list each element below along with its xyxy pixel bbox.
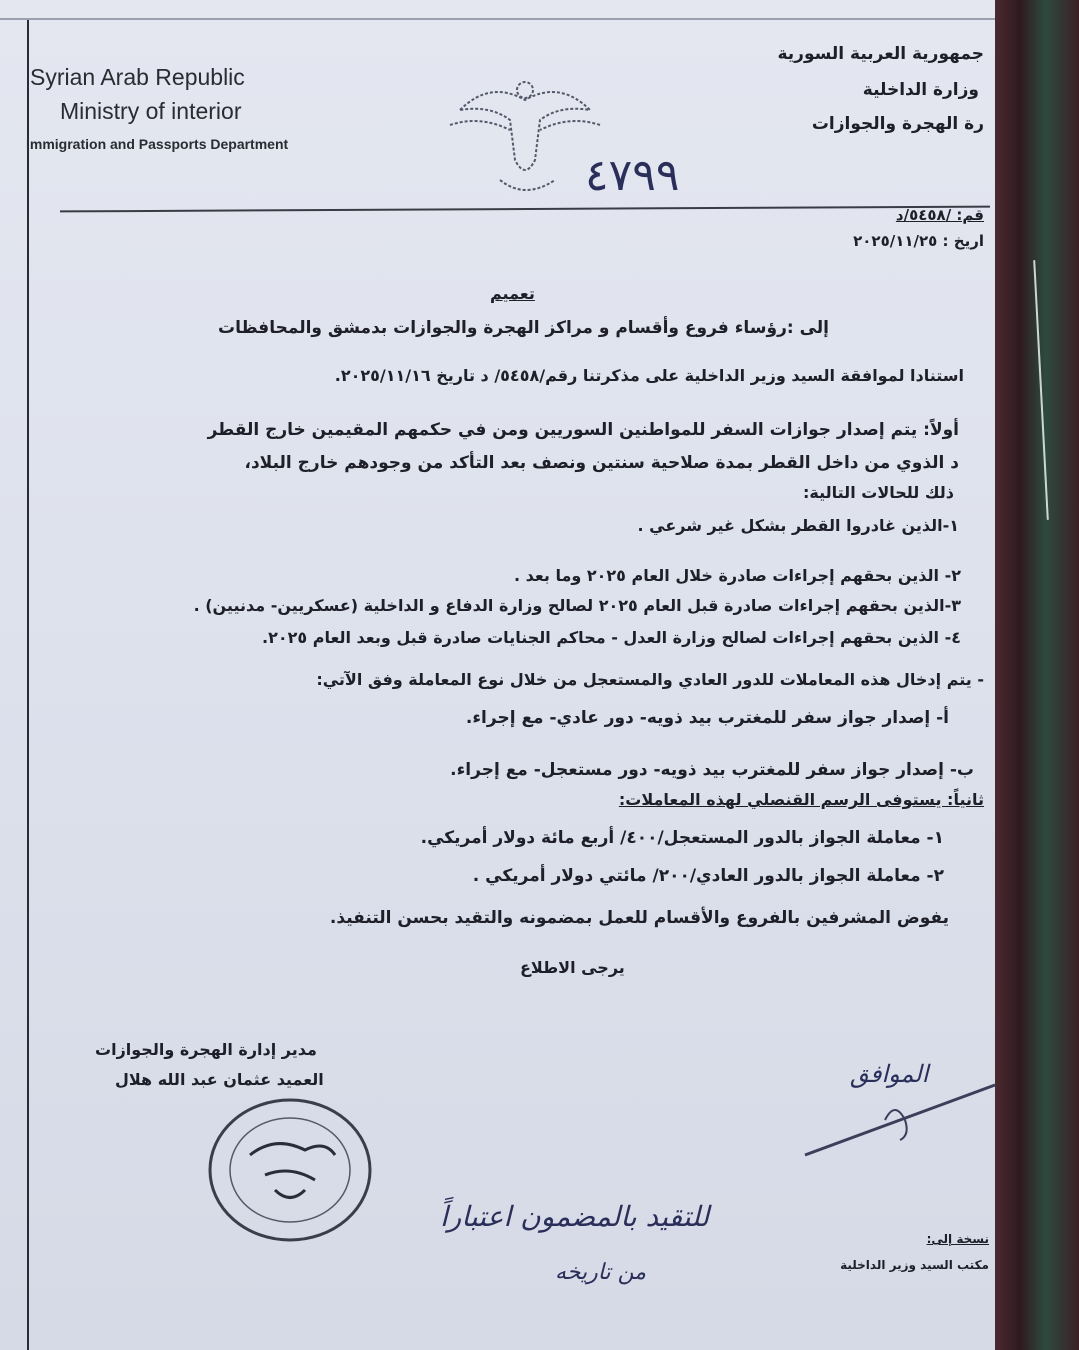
- header-en-ministry: Ministry of interior: [60, 98, 242, 124]
- background-edge: [995, 0, 1079, 1350]
- ref-number: قم: /٥٤٥٨/د: [895, 206, 984, 224]
- header-en-country: Syrian Arab Republic: [30, 64, 245, 90]
- case-2: ٢- الذين بحقهم إجراءات صادرة خلال العام ٢٠٢٥ وما بعد .: [513, 566, 961, 585]
- entry-instruction: - يتم إدخال هذه المعاملات للدور العادي والمستعجل من خلال نوع المعاملة وفق الآتي:: [316, 670, 984, 689]
- type-a: أ- إصدار جواز سفر للمغترب بيد ذويه- دور عادي- مع إجراء.: [465, 708, 949, 728]
- fee-regular: ٢- معاملة الجواز بالدور العادي/٢٠٠/ مائتي دولار أمريكي .: [472, 866, 944, 886]
- first-clause-3: ذلك للحالات التالية:: [803, 483, 954, 502]
- official-seal-icon: [205, 1095, 375, 1245]
- approval-handwriting: الموافق: [850, 1060, 929, 1088]
- margin-line: [27, 20, 29, 1350]
- type-b: ب- إصدار جواز سفر للمغترب بيد ذويه- دور مستعجل- مع إجراء.: [450, 760, 974, 780]
- addressee: إلى :رؤساء فروع وأقسام و مراكز الهجرة والجوازات بدمشق والمحافظات: [218, 318, 829, 338]
- signature-stroke-icon: [795, 1080, 1005, 1170]
- fee-urgent: ١- معاملة الجواز بالدور المستعجل/٤٠٠/ أربع مائة دولار أمريكي.: [420, 828, 944, 848]
- header-ar-country: جمهورية العربية السورية: [777, 44, 984, 64]
- handwritten-number: ٤٧٩٩: [585, 150, 680, 201]
- header-en-department: Immigration and Passports Department: [26, 136, 289, 152]
- signatory-title: مدير إدارة الهجرة والجوازات: [95, 1040, 317, 1059]
- copy-to-recipient: مكتب السيد وزير الداخلية: [840, 1258, 989, 1272]
- doc-title: تعميم: [490, 284, 535, 303]
- header-ar-department: رة الهجرة والجوازات: [811, 114, 984, 134]
- handwritten-note-line2: من تاريخه: [555, 1260, 647, 1285]
- ref-date: اريخ : ٢٠٢٥/١١/٢٥: [853, 232, 984, 250]
- handwritten-note-line1: للتقيد بالمضمون اعتباراً: [440, 1200, 710, 1233]
- copy-to-label: نسخة إلى:: [926, 1232, 989, 1246]
- second-clause: ثانياً: يستوفى الرسم القنصلي لهذه المعاملات:: [618, 790, 984, 809]
- page-top-edge: [0, 18, 995, 20]
- case-4: ٤- الذين بحقهم إجراءات لصالح وزارة العدل - محاكم الجنايات صادرة قبل وبعد العام ٢٠٢٥.: [262, 628, 961, 647]
- header-ar-ministry: وزارة الداخلية: [862, 80, 979, 100]
- first-clause-1: أولاً: يتم إصدار جوازات السفر للمواطنين السوريين ومن في حكمهم المقيمين خارج القطر: [207, 420, 959, 440]
- case-3: ٣-الذين بحقهم إجراءات صادرة قبل العام ٢٠٢٥ لصالح وزارة الدفاع و الداخلية (عسكريين- مدنيين) .: [193, 596, 961, 615]
- closing-please-review: يرجى الاطلاع: [520, 958, 625, 977]
- case-1: ١-الذين غادروا القطر بشكل غير شرعي .: [637, 516, 959, 535]
- intro-line: استنادا لموافقة السيد وزير الداخلية على مذكرتنا رقم/٥٤٥٨/ د تاريخ ٢٠٢٥/١١/١٦.: [334, 366, 964, 385]
- first-clause-2: د الذوي من داخل القطر بمدة صلاحية سنتين ونصف بعد التأكد من وجودهم خارج البلاد،: [244, 453, 959, 473]
- signatory-name: العميد عثمان عبد الله هلال: [115, 1070, 324, 1089]
- closing-line: يفوض المشرفين بالفروع والأقسام للعمل بمضمونه والتقيد بحسن التنفيذ.: [329, 908, 949, 928]
